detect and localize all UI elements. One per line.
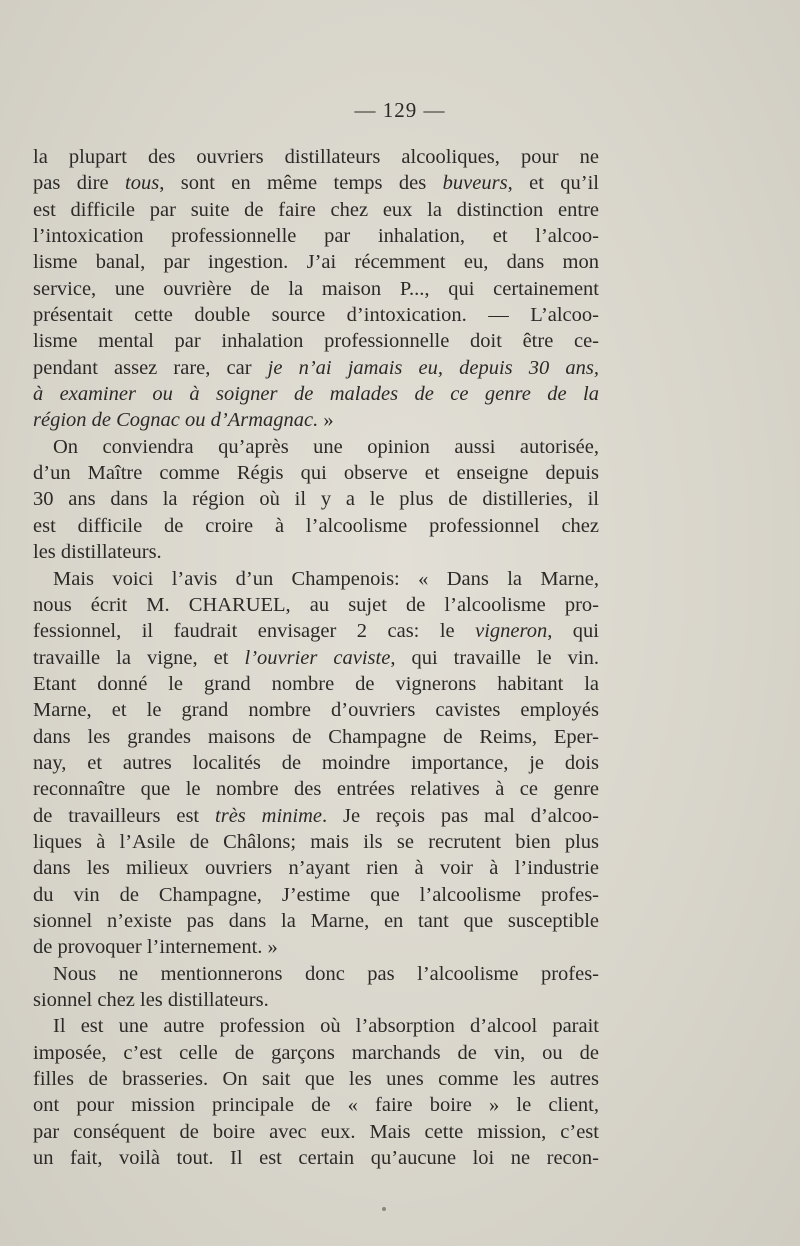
text-segment: la plupart des ouvriers distillateurs alcooliques, pour ne xyxy=(33,146,599,168)
text-line xyxy=(33,302,599,328)
text-line xyxy=(33,987,599,1013)
italic-text: je n’ai jamais eu, depuis 30 ans, xyxy=(267,356,599,379)
italic-text: très minime xyxy=(215,804,323,827)
text-line xyxy=(33,434,599,460)
text-line xyxy=(33,1092,599,1118)
text-line xyxy=(33,513,599,539)
text-line xyxy=(33,355,599,381)
text-segment: de provoquer l’internement. » xyxy=(33,936,278,959)
text-line xyxy=(33,829,599,855)
text-line xyxy=(33,908,599,934)
text-line xyxy=(33,592,599,618)
page-number: — 129 — xyxy=(354,98,446,122)
text-segment: , qui travaille le vin. xyxy=(390,646,599,669)
text-line xyxy=(33,539,599,565)
body-text xyxy=(33,144,599,1171)
text-segment: dans les milieux ouvriers n’ayant rien à voir à l’industrie xyxy=(33,857,599,880)
text-line xyxy=(33,407,599,433)
text-line xyxy=(33,144,599,170)
text-segment: filles de brasseries. On sait que les unes comme les autres xyxy=(33,1068,599,1091)
text-segment: l’intoxication professionnelle par inhalation, et l’alcoo- xyxy=(33,225,599,248)
text-line xyxy=(33,566,599,592)
text-segment: dans les grandes maisons de Champagne de Reims, Eper- xyxy=(33,725,599,748)
italic-text: tous xyxy=(125,172,160,195)
text-segment: service, une ouvrière de la maison P..., qui certainement xyxy=(33,277,599,300)
text-line xyxy=(33,803,599,829)
text-segment: Nous ne mentionnerons donc pas l’alcoolisme profes- xyxy=(53,962,599,985)
text-segment: lisme mental par inhalation professionnelle doit être ce- xyxy=(33,330,599,353)
text-segment: imposée, c’est celle de garçons marchands de vin, ou de xyxy=(33,1041,599,1064)
text-segment: Mais voici l’avis d’un Champenois: « Dans la Marne, xyxy=(53,567,599,590)
text-line xyxy=(33,1040,599,1066)
italic-text: l’ouvrier caviste xyxy=(244,646,391,669)
text-segment: de travailleurs est xyxy=(33,804,216,827)
text-line xyxy=(33,1066,599,1092)
text-line xyxy=(33,671,599,697)
text-line xyxy=(33,1119,599,1145)
text-segment: liques à l’Asile de Châlons; mais ils se recrutent bien plus xyxy=(33,830,599,853)
italic-text: buveurs xyxy=(442,172,508,195)
text-segment: les distillateurs. xyxy=(33,541,162,564)
paper-speck xyxy=(382,1207,386,1211)
text-line xyxy=(33,328,599,354)
text-segment: ont pour mission principale de « faire boire » le client, xyxy=(33,1094,599,1117)
text-segment: par conséquent de boire avec eux. Mais cette mission, c’est xyxy=(33,1120,599,1143)
text-segment: un fait, voilà tout. Il est certain qu’aucune loi ne recon- xyxy=(33,1147,599,1170)
text-line xyxy=(33,381,599,407)
text-segment: nay, et autres localités de moindre importance, je dois xyxy=(33,751,599,774)
text-line xyxy=(33,697,599,723)
italic-text: à examiner ou à soigner de malades de ce genre de la xyxy=(33,383,599,406)
text-line xyxy=(33,276,599,302)
text-segment: est difficile par suite de faire chez eux la distinction entre xyxy=(33,198,599,221)
text-segment: 30 ans dans la région où il y a le plus de distilleries, il xyxy=(33,488,599,511)
text-line xyxy=(33,249,599,275)
text-segment: du vin de Champagne, J’estime que l’alcoolisme profes- xyxy=(33,883,599,906)
italic-text: région de Cognac ou d’Armagnac. xyxy=(33,409,319,432)
text-segment: fessionnel, il faudrait envisager 2 cas: le xyxy=(33,620,476,643)
text-segment: , sont en même temps des xyxy=(159,172,443,195)
italic-text: vigneron xyxy=(475,620,548,643)
text-line xyxy=(33,618,599,644)
text-line xyxy=(33,645,599,671)
text-segment: sionnel chez les distillateurs. xyxy=(33,989,269,1011)
text-segment: lisme banal, par ingestion. J’ai récemment eu, dans mon xyxy=(33,251,599,274)
text-segment: Il est une autre profession où l’absorption d’alcool parait xyxy=(53,1015,599,1038)
text-line xyxy=(33,170,599,196)
text-line xyxy=(33,961,599,987)
text-segment: , et qu’il xyxy=(507,172,600,195)
text-line xyxy=(33,223,599,249)
text-line xyxy=(33,934,599,960)
text-segment: pendant assez rare, car xyxy=(33,356,268,379)
text-line xyxy=(33,1145,599,1171)
text-segment: On conviendra qu’après une opinion aussi autorisée, xyxy=(53,435,599,458)
text-line xyxy=(33,460,599,486)
text-segment: Marne, et le grand nombre d’ouvriers cavistes employés xyxy=(33,699,599,722)
text-segment: Etant donné le grand nombre de vignerons habitant la xyxy=(33,672,599,695)
text-line xyxy=(33,486,599,512)
text-segment: sionnel n’existe pas dans la Marne, en tant que susceptible xyxy=(33,909,599,932)
text-segment: est difficile de croire à l’alcoolisme professionnel chez xyxy=(33,514,599,537)
text-segment: . Je reçois pas mal d’alcoo- xyxy=(322,804,599,827)
text-segment: » xyxy=(318,409,334,432)
text-line xyxy=(33,750,599,776)
text-segment: nous écrit M. CHARUEL, au sujet de l’alcoolisme pro- xyxy=(33,593,599,616)
text-segment: d’un Maître comme Régis qui observe et enseigne depuis xyxy=(33,462,599,485)
text-line xyxy=(33,776,599,802)
text-line xyxy=(33,197,599,223)
text-line xyxy=(33,724,599,750)
text-line xyxy=(33,855,599,881)
text-segment: pas dire xyxy=(33,172,126,195)
text-segment: présentait cette double source d’intoxication. — L’alcoo- xyxy=(33,304,599,327)
text-line xyxy=(33,1013,599,1039)
text-segment: travaille la vigne, et xyxy=(33,646,245,669)
text-segment: reconnaître que le nombre des entrées relatives à ce genre xyxy=(33,778,599,801)
text-segment: , qui xyxy=(547,620,600,643)
text-line xyxy=(33,882,599,908)
